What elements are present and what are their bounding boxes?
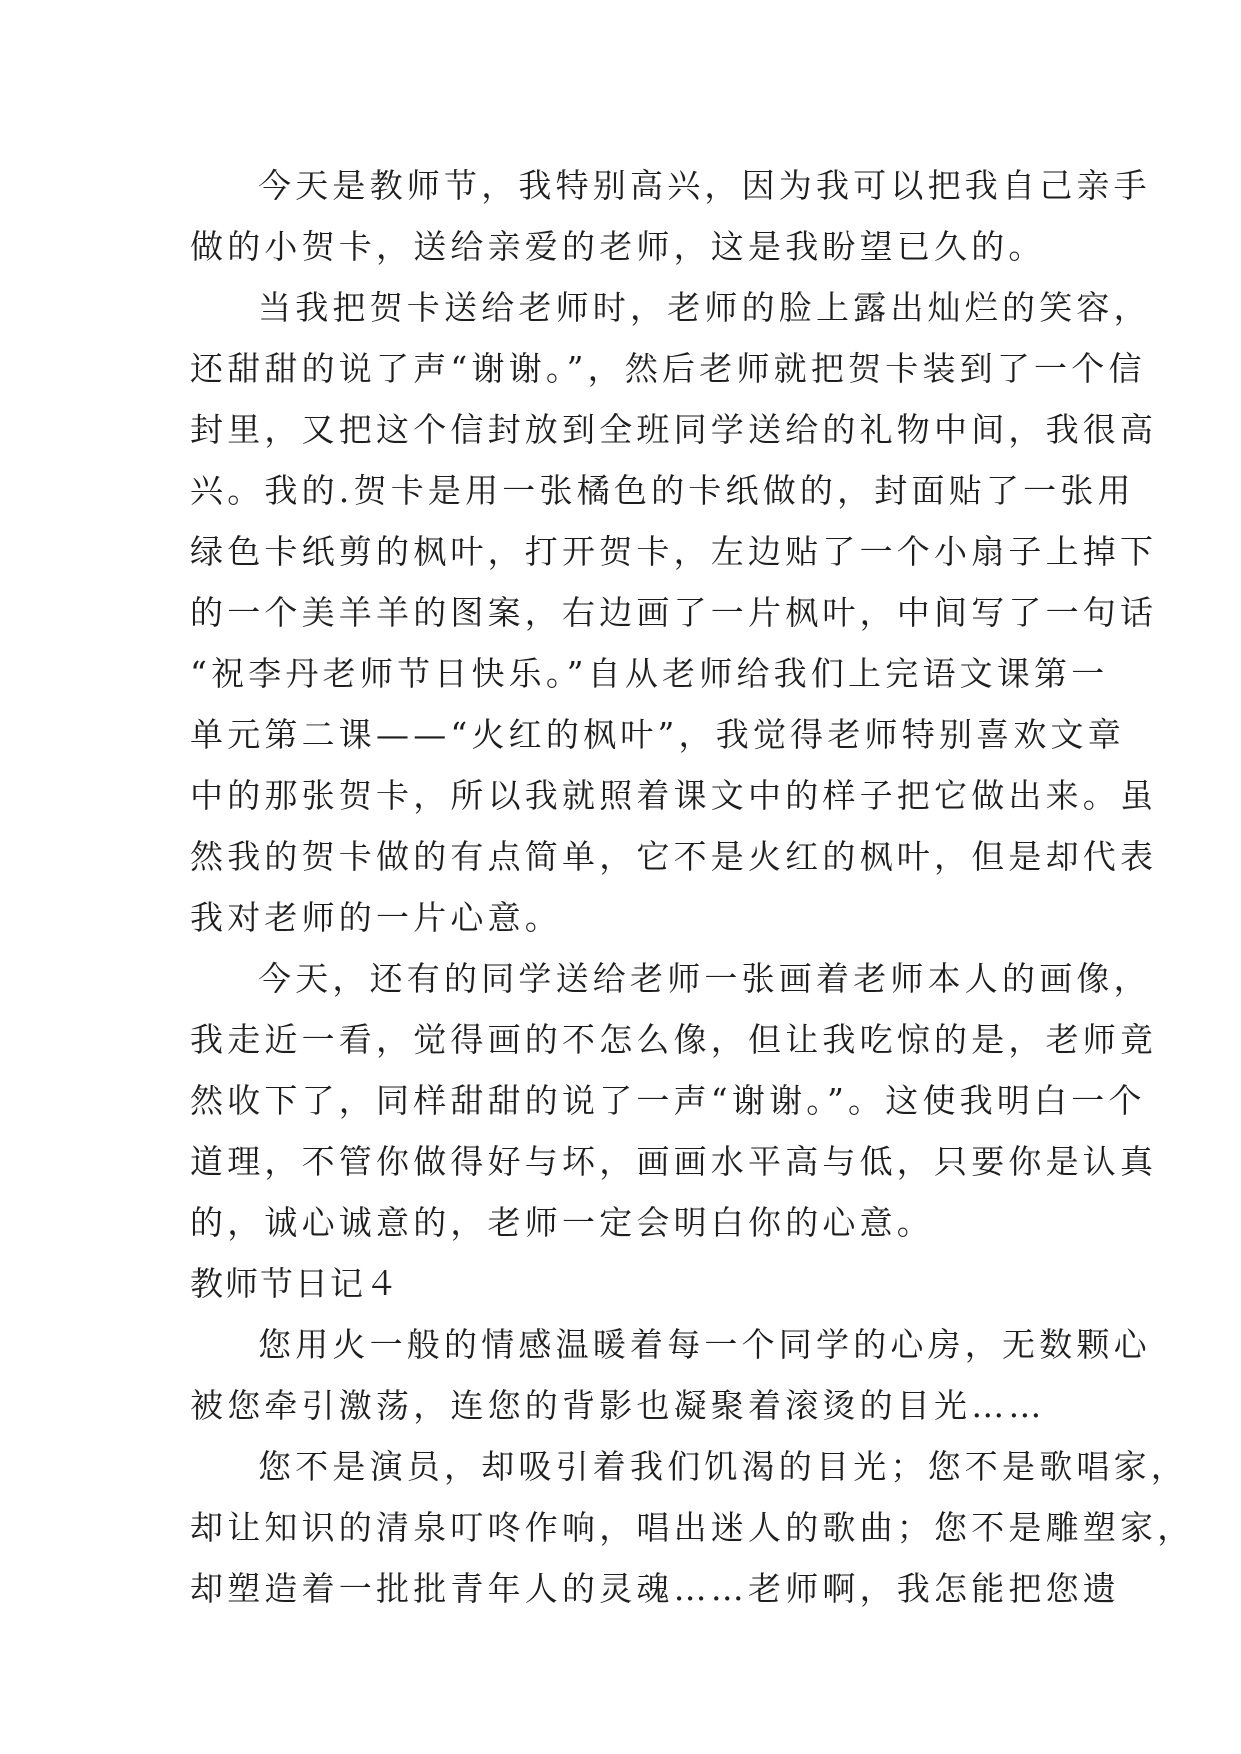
- text-line: 的，诚心诚意的，老师一定会明白你的心意。: [190, 1203, 934, 1242]
- document-body: [190, 155, 1195, 1619]
- text-line: 当我把贺卡送给老师时，老师的脸上露出灿烂的笑容，: [258, 288, 1151, 327]
- text-line: 然收下了，同样甜甜的说了一声“谢谢。”。这使我明白一个: [190, 1081, 1146, 1120]
- text-line: 我走近一看，觉得画的不怎么像，但让我吃惊的是，老师竟: [190, 1020, 1158, 1059]
- text-line: 被您牵引激荡，连您的背影也凝聚着滚烫的目光……: [190, 1386, 1046, 1425]
- text-line: 单元第二课——“火红的枫叶”，我觉得老师特别喜欢文章: [190, 715, 1125, 754]
- text-line: 却让知识的清泉叮咚作响，唱出迷人的歌曲；您不是雕塑家，: [190, 1508, 1195, 1547]
- text-line: 的一个美羊羊的图案，右边画了一片枫叶，中间写了一句话: [190, 593, 1158, 632]
- text-line: 您不是演员，却吸引着我们饥渴的目光；您不是歌唱家，: [258, 1447, 1188, 1486]
- text-line: 却塑造着一批批青年人的灵魂……老师啊，我怎能把您遗: [190, 1569, 1120, 1608]
- text-line: 做的小贺卡，送给亲爱的老师，这是我盼望已久的。: [190, 227, 1046, 266]
- text-line: 绿色卡纸剪的枫叶，打开贺卡，左边贴了一个小扇子上掉下: [190, 532, 1158, 571]
- text-line: 今天是教师节，我特别高兴，因为我可以把我自己亲手: [258, 166, 1151, 205]
- text-line: “祝李丹老师节日快乐。”自从老师给我们上完语文课第一: [190, 654, 1109, 693]
- text-line: 还甜甜的说了声“谢谢。”，然后老师就把贺卡装到了一个信: [190, 349, 1146, 388]
- text-line: 道理，不管你做得好与坏，画画水平高与低，只要你是认真: [190, 1142, 1158, 1181]
- text-line: 今天，还有的同学送给老师一张画着老师本人的画像，: [258, 959, 1151, 998]
- text-line: 您用火一般的情感温暖着每一个同学的心房，无数颗心: [258, 1325, 1151, 1364]
- text-line: 兴。我的.贺卡是用一张橘色的卡纸做的，封面贴了一张用: [190, 471, 1135, 510]
- text-line: 中的那张贺卡，所以我就照着课文中的样子把它做出来。虽: [190, 776, 1158, 815]
- text-line: 我对老师的一片心意。: [190, 898, 562, 937]
- section-heading: 教师节日记４: [190, 1264, 400, 1303]
- text-line: 然我的贺卡做的有点简单，它不是火红的枫叶，但是却代表: [190, 837, 1158, 876]
- text-line: 封里，又把这个信封放到全班同学送给的礼物中间，我很高: [190, 410, 1158, 449]
